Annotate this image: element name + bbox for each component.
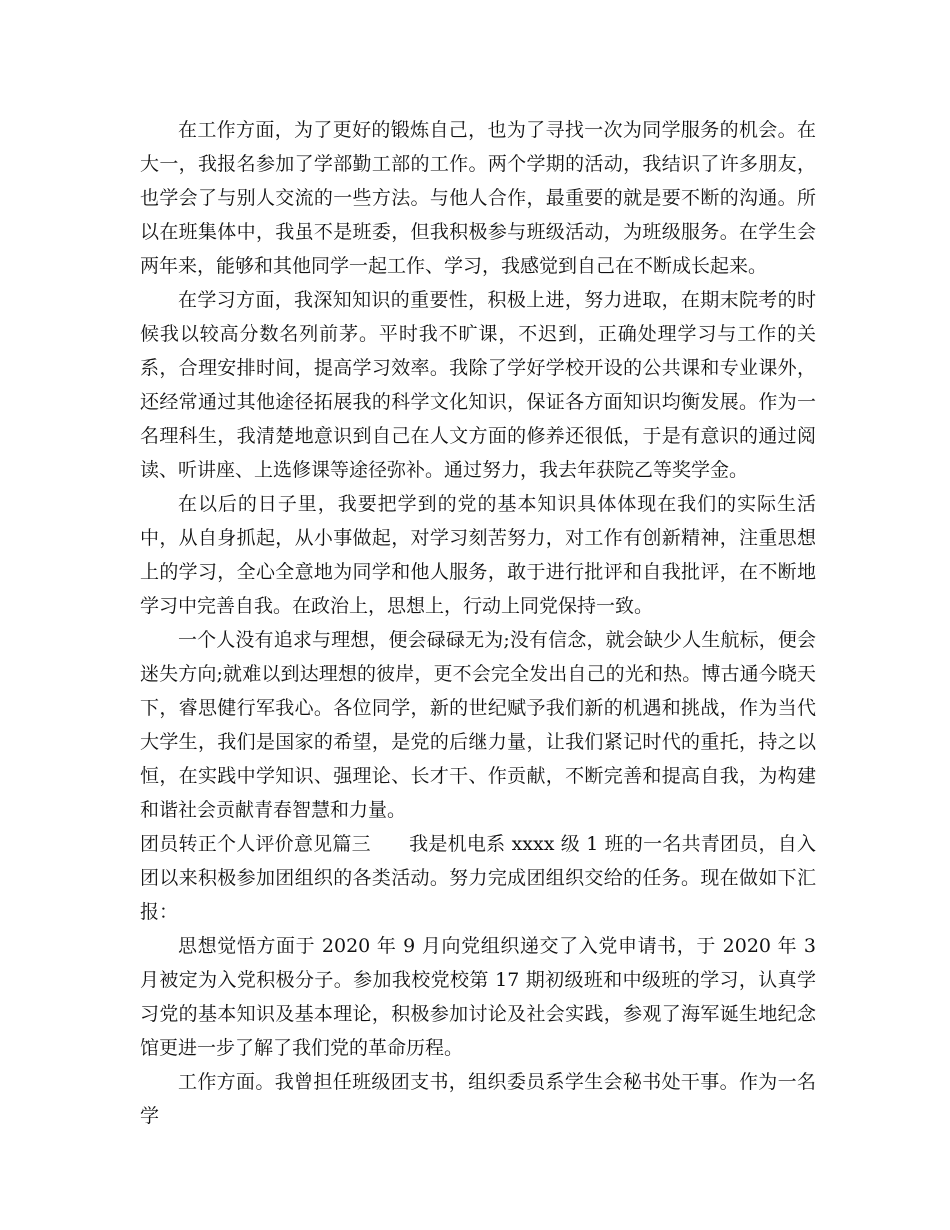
paragraph-study: 在学习方面，我深知知识的重要性，积极上进，努力进取，在期末院考的时候我以较高分数名列前茅。平时我不旷课，不迟到，正确处理学习与工作的关系，合理安排时间，提高学习效率。我除了学好学校开设的公共课和专业课外，还经常通过其他途径拓展我的科学文化知识，保证各方面知识均衡发展。作为一名理科生，我清楚地意识到自己在人文方面的修养还很低，于是有意识的通过阅读、听讲座、上选修课等途径弥补。通过努力，我去年获院乙等奖学金。 <box>140 289 816 481</box>
paragraph-work-role: 工作方面。我曾担任班级团支书，组织委员系学生会秘书处干事。作为一名学 <box>140 1071 816 1127</box>
paragraph-work: 在工作方面，为了更好的锻炼自己，也为了寻找一次为同学服务的机会。在大一，我报名参加了学部勤工部的工作。两个学期的活动，我结识了许多朋友，也学会了与别人交流的一些方法。与他人合作，最重要的就是要不断的沟通。所以在班集体中，我虽不是班委，但我积极参与班级活动，为班级服务。在学生会两年来，能够和其他同学一起工作、学习，我感觉到自己在不断成长起来。 <box>140 119 816 277</box>
paragraph-ideology: 思想觉悟方面于 2020 年 9 月向党组织递交了入党申请书，于 2020 年 3 月被定为入党积极分子。参加我校党校第 17 期初级班和中级班的学习，认真学习党的基本知识及基本理论，积极参加讨论及社会实践，参观了海军诞生地纪念馆更进一步了解了我们党的革命历程。 <box>140 935 816 1059</box>
paragraph-future: 在以后的日子里，我要把学到的党的基本知识具体体现在我们的实际生活中，从自身抓起，从小事做起，对学习刻苦努力，对工作有创新精神，注重思想上的学习，全心全意地为同学和他人服务，敢于进行批评和自我批评，在不断地学习中完善自我。在政治上，思想上，行动上同党保持一致。 <box>140 493 816 617</box>
document-body <box>140 113 816 1133</box>
section-block <box>140 827 816 929</box>
section-title: 团员转正个人评价意见篇三 <box>140 833 371 855</box>
section-intro: 我是机电系 xxxx 级 1 班的一名共青团员，自入团以来积极参加团组织的各类活动。努力完成团组织交给的任务。现在做如下汇报： <box>140 833 816 923</box>
paragraph-ideals: 一个人没有追求与理想，便会碌碌无为;没有信念，就会缺少人生航标，便会迷失方向;就难以到达理想的彼岸，更不会完全发出自己的光和热。博古通今晓天下，睿思健行军我心。各位同学，新的世纪赋予我们新的机遇和挑战，作为当代大学生，我们是国家的希望，是党的后继力量，让我们紧记时代的重托，持之以恒，在实践中学知识、强理论、长才干、作贡献，不断完善和提高自我，为构建和谐社会贡献青春智慧和力量。 <box>140 629 816 821</box>
